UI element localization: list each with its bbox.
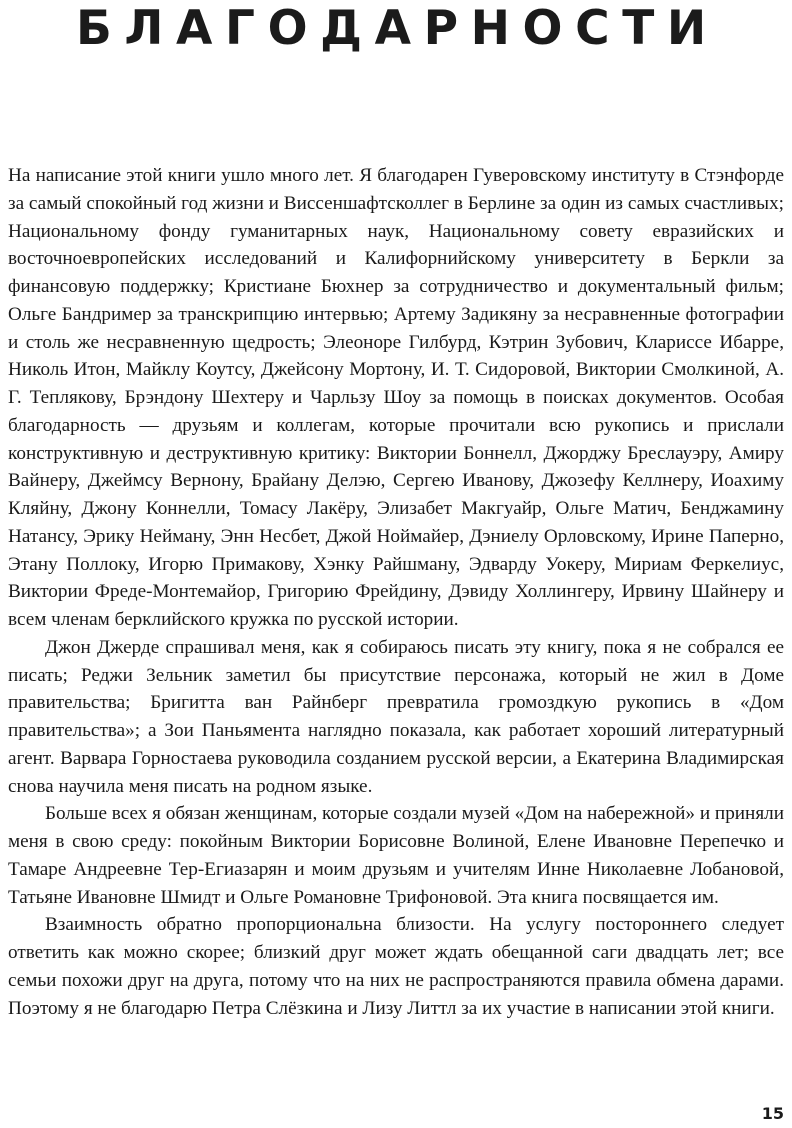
paragraph-1: На написание этой книги ушло много лет. Я благодарен Гуверовскому институту в Стэнфорде за самый спокойный год жизни и Виссеншафтсколлег в Берлине за один из самых счастливых; Национальному фонду гуманитарных наук, Национальному совету евразийских и восточноевропейских исследований и Калифорнийскому университету в Беркли за финансовую поддержку; Кристиане Бюхнер за сотрудничество и документальный фильм; Ольге Бандример за транскрипцию интервью; Артему Задикяну за несравненные фотографии и столь же несравненную щедрость; Элеоноре Гилбурд, Кэтрин Зубович, Клариссе Ибарре, Николь Итон, Майклу Коутсу, Джейсону Мортону, И. Т. Сидоровой, Виктории Смолкиной, А. Г. Теплякову, Брэндону Шехтеру и Чарльзу Шоу за помощь в поисках документов. Особая благодарность — друзьям и коллегам, которые прочитали всю рукопись и прислали конструктивную и деструктивную критику: Виктории Боннелл, Джорджу Бреслауэру, Амиру Вайнеру, Джеймсу Вернону, Брайану Делэю, Сергею Иванову, Джозефу Келлнеру, Иоахиму Кляйну, Джону Коннелли, Томасу Лакёру, Элизабет Макгуайр, Ольге Матич, Бенджамину Натансу, Эрику Нейману, Энн Несбет, Джой Ноймайер, Дэниелу Орловскому, Ирине Паперно, Этану Поллоку, Игорю Примакову, Хэнку Райшману, Эдварду Уокеру, Мириам Феркелиус, Виктории Фреде-Монтемайор, Григорию Фрейдину, Дэвиду Холлингеру, Ирвину Шайнеру и всем членам берклийского кружка по русской истории. (8, 165, 784, 630)
paragraph-3: Больше всех я обязан женщинам, которые создали музей «Дом на набережной» и приняли меня в свою среду: покойным Виктории Борисовне Волиной, Елене Ивановне Перепечко и Тамаре Андреевне Тер-Егиазарян и моим друзьям и учителям Инне Николаевне Лобановой, Татьяне Ивановне Шмидт и Ольге Романовне Трифоновой. Эта книга посвящается им. (8, 803, 784, 908)
acknowledgements-text (8, 162, 784, 1022)
paragraph-4: Взаимность обратно пропорциональна близости. На услугу постороннего следует ответить как можно скорее; близкий друг может ждать обещанной саги двадцать лет; все семьи похожи друг на друга, потому что на них не распространяются правила обмена дарами. Поэтому я не благодарю Петра Слёзкина и Лизу Литтл за их участие в написании этой книги. (8, 914, 784, 1019)
chapter-heading: БЛАГОДАРНОСТИ (76, 1, 719, 56)
page-number: 15 (761, 1104, 784, 1123)
paragraph-2: Джон Джерде спрашивал меня, как я собираюсь писать эту книгу, пока я не собрался ее писать; Реджи Зельник заметил бы присутствие персонажа, который не жил в Доме правительства; Бригитта ван Райнберг превратила громоздкую рукопись в «Дом правительства»; а Зои Паньямента наглядно показала, как работает хороший литературный агент. Варвара Горностаева руководила созданием русской версии, а Екатерина Владимирская снова научила меня писать на родном языке. (8, 636, 784, 797)
